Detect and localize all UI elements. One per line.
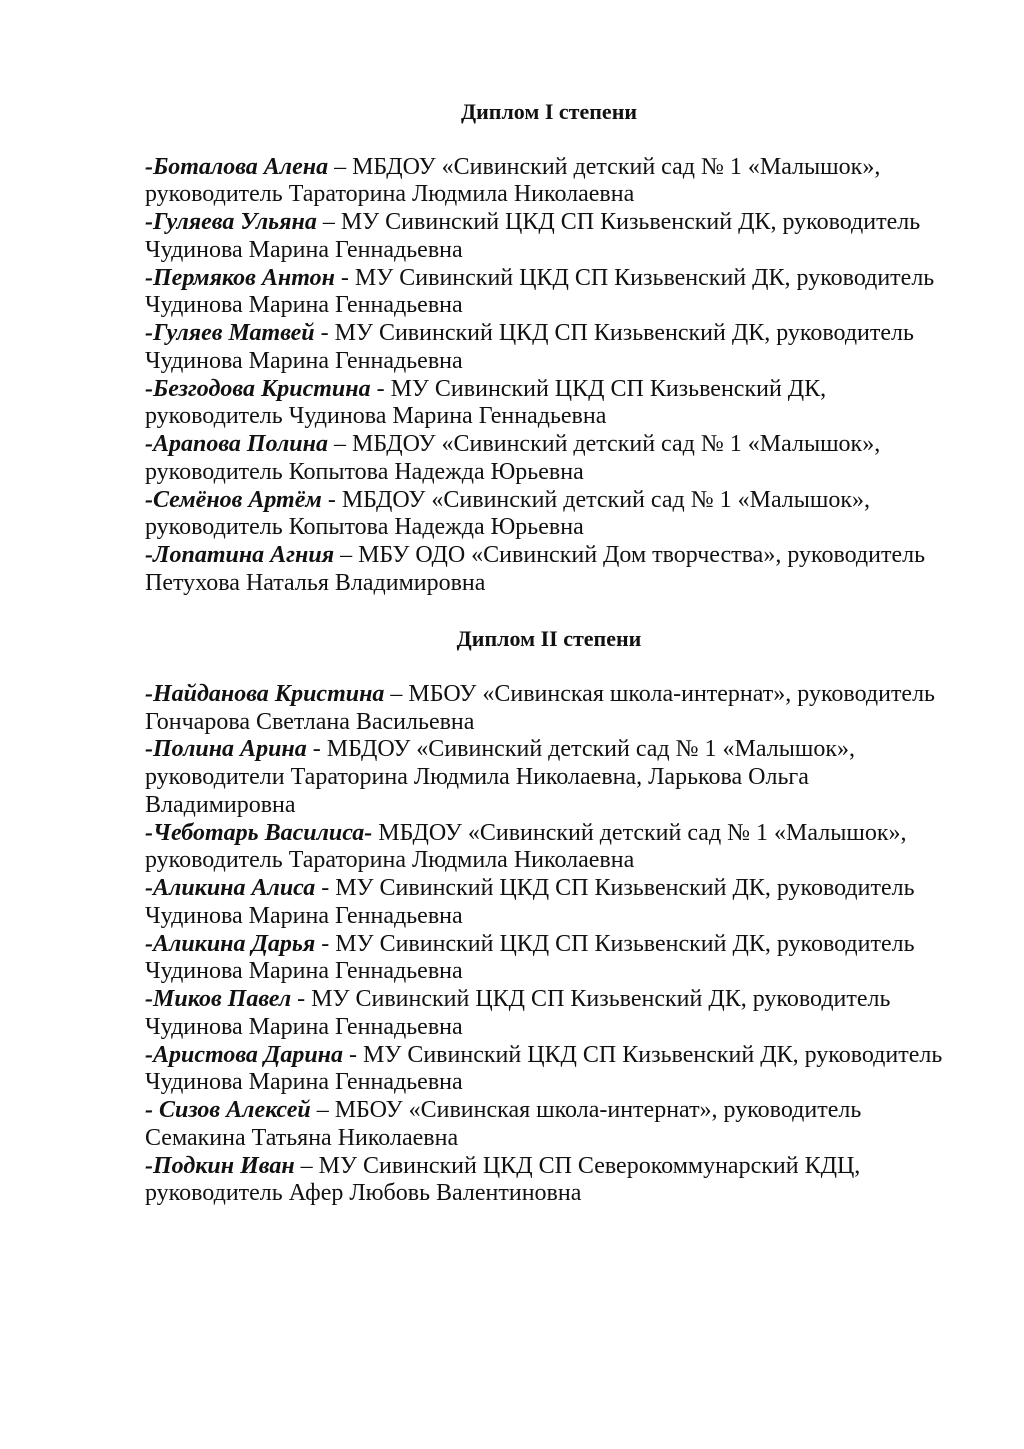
- entry-organization: МБОУ «Сивинская школа-интернат», руководитель: [334, 1097, 862, 1123]
- entry-separator: -: [315, 875, 336, 901]
- entry-line: [145, 320, 965, 348]
- participant-name: Семёнов Артём: [153, 486, 322, 513]
- entry-separator: -: [315, 930, 336, 957]
- participant-name: Сизов Алексей: [159, 1097, 311, 1123]
- participant-name: Чеботарь Василиса-: [153, 819, 373, 846]
- participant-name: Аликина Алиса: [153, 875, 316, 901]
- entry-prefix: -: [145, 542, 153, 568]
- entry-line: [145, 431, 965, 459]
- entry-prefix: -: [145, 209, 153, 235]
- entry-line-continued: Семакина Татьяна Николаевна: [145, 1124, 459, 1151]
- entry-prefix: -: [145, 986, 153, 1012]
- entry-organization: МУ Сивинский ЦКД СП Кизьвенский ДК, руководитель: [334, 320, 914, 346]
- blank-line: [145, 126, 965, 154]
- entry-prefix: -: [145, 486, 153, 513]
- award-entry: [145, 209, 965, 265]
- participant-name: Миков Павел: [153, 986, 292, 1012]
- entry-organization: МБОУ «Сивинская школа-интернат», руководитель: [408, 680, 936, 707]
- entry-organization: МУ Сивинский ЦКД СП Кизьвенский ДК, руководитель: [335, 930, 915, 957]
- entry-prefix: -: [145, 680, 153, 707]
- entry-organization: МБДОУ «Сивинский детский сад № 1 «Малышок»,: [351, 431, 881, 457]
- entry-separator: –: [327, 431, 352, 457]
- entry-line-continued: Чудинова Марина Геннадьевна: [145, 236, 463, 263]
- entry-separator: -: [342, 1041, 363, 1068]
- award-entry: [145, 431, 965, 487]
- award-entry: [145, 931, 965, 987]
- participant-name: Гуляева Ульяна: [153, 209, 317, 235]
- entry-line-continued: Гончарова Светлана Васильевна: [145, 708, 475, 735]
- entry-line: [145, 376, 965, 404]
- entry-separator: -: [321, 486, 342, 513]
- document-page: [145, 98, 965, 1208]
- blank-line: [145, 598, 965, 626]
- entry-line-continued: Петухова Наталья Владимировна: [145, 569, 486, 596]
- entry-line: [145, 1042, 965, 1070]
- award-entry: [145, 154, 965, 210]
- entry-separator: –: [384, 680, 409, 707]
- entry-separator: –: [316, 209, 341, 235]
- participant-name: Безгодова Кристина: [153, 375, 371, 402]
- entry-organization: МБДОУ «Сивинский детский сад № 1 «Малышок»,: [378, 819, 907, 846]
- entry-organization: МБДОУ «Сивинский детский сад № 1 «Малышок»,: [341, 486, 871, 513]
- entry-organization: МБДОУ «Сивинский детский сад № 1 «Малышок»,: [326, 736, 855, 763]
- entry-organization: МУ Сивинский ЦКД СП Северокоммунарский КДЦ,: [318, 1152, 861, 1179]
- entry-separator: –: [294, 1152, 319, 1179]
- entry-organization: МУ Сивинский ЦКД СП Кизьвенский ДК, руководитель: [340, 209, 921, 235]
- blank-line: [145, 653, 965, 681]
- entry-line-continued: руководитель Чудинова Марина Геннадьевна: [145, 403, 607, 430]
- entry-line: [145, 681, 965, 709]
- award-entry: [145, 320, 965, 376]
- entry-line: [145, 986, 965, 1014]
- entry-line-continued: Чудинова Марина Геннадьевна: [145, 1069, 463, 1096]
- entry-line: [145, 736, 965, 764]
- participant-name: Найданова Кристина: [153, 680, 385, 707]
- entry-separator: –: [328, 153, 353, 180]
- section-heading: Диплом II степени: [456, 626, 642, 652]
- entry-line-continued: Чудинова Марина Геннадьевна: [145, 347, 463, 374]
- entry-separator: –: [334, 542, 359, 568]
- entry-organization: МУ Сивинский ЦКД СП Кизьвенский ДК, руководитель: [311, 986, 891, 1012]
- entry-organization: МБДОУ «Сивинский детский сад № 1 «Малышок»,: [352, 153, 881, 180]
- award-entry: [145, 542, 965, 598]
- participant-name: Аликина Дарья: [153, 930, 316, 957]
- entry-separator: -: [291, 986, 312, 1012]
- entry-prefix: -: [145, 1097, 159, 1123]
- participant-name: Аристова Дарина: [153, 1041, 343, 1068]
- entry-separator: -: [370, 375, 391, 402]
- entry-line: [145, 487, 965, 515]
- entry-separator: –: [310, 1097, 335, 1123]
- entry-prefix: -: [145, 431, 153, 457]
- section-heading: Диплом I степени: [460, 99, 638, 124]
- award-entry: [145, 875, 965, 931]
- entry-line: [145, 1097, 965, 1125]
- participant-name: Подкин Иван: [153, 1152, 295, 1179]
- entry-line-continued: Чудинова Марина Геннадьевна: [145, 292, 463, 319]
- entry-prefix: -: [145, 264, 153, 291]
- entry-prefix: -: [145, 375, 153, 402]
- entry-line-continued: руководитель Тараторина Людмила Николаевна: [145, 847, 635, 874]
- entry-line: [145, 209, 965, 237]
- entry-line: [145, 931, 965, 959]
- entry-prefix: -: [145, 320, 153, 346]
- entry-prefix: -: [145, 1041, 153, 1068]
- entry-line-continued: Чудинова Марина Геннадьевна: [145, 1013, 463, 1040]
- entry-prefix: -: [145, 736, 153, 763]
- entry-separator: -: [334, 264, 355, 291]
- award-entry: [145, 986, 965, 1042]
- entry-organization: МУ Сивинский ЦКД СП Кизьвенский ДК, руководитель: [362, 1041, 943, 1068]
- entry-organization: МБУ ОДО «Сивинский Дом творчества», руководитель: [358, 542, 926, 568]
- entry-line-continued: руководители Тараторина Людмила Николаевна, Ларькова Ольга: [145, 764, 809, 790]
- entry-line-continued: руководитель Афер Любовь Валентиновна: [145, 1180, 582, 1207]
- participant-name: Боталова Алена: [153, 153, 329, 180]
- participant-name: Пермяков Антон: [153, 264, 335, 291]
- award-entry: [145, 376, 965, 432]
- award-entry: [145, 1097, 965, 1153]
- entry-line: [145, 542, 965, 570]
- entry-line-continued: руководитель Копытова Надежда Юрьевна: [145, 458, 584, 485]
- award-entry: [145, 681, 965, 737]
- award-entry: [145, 736, 965, 819]
- entry-line-continued: Владимировна: [145, 791, 296, 818]
- entry-prefix: -: [145, 1152, 153, 1179]
- entry-prefix: -: [145, 930, 153, 957]
- entry-prefix: -: [145, 153, 153, 180]
- entry-line: [145, 265, 965, 293]
- entry-line: [145, 820, 965, 848]
- entry-prefix: -: [145, 875, 153, 901]
- award-entry: [145, 1042, 965, 1098]
- entry-prefix: -: [145, 819, 153, 846]
- award-entry: [145, 1153, 965, 1209]
- entry-line: [145, 154, 965, 182]
- entry-line: [145, 1153, 965, 1181]
- entry-line-continued: Чудинова Марина Геннадьевна: [145, 958, 463, 985]
- entry-line: [145, 875, 965, 903]
- participant-name: Гуляев Матвей: [153, 320, 315, 346]
- award-entry: [145, 820, 965, 876]
- participant-name: Полина Арина: [153, 736, 307, 763]
- participant-name: Арапова Полина: [153, 431, 328, 457]
- entry-separator: -: [314, 320, 335, 346]
- entry-organization: МУ Сивинский ЦКД СП Кизьвенский ДК,: [390, 375, 827, 402]
- entry-line-continued: руководитель Копытова Надежда Юрьевна: [145, 514, 584, 541]
- award-entry: [145, 265, 965, 321]
- award-entry: [145, 487, 965, 543]
- participant-name: Лопатина Агния: [153, 542, 335, 568]
- entry-line-continued: Чудинова Марина Геннадьевна: [145, 902, 463, 929]
- entry-organization: МУ Сивинский ЦКД СП Кизьвенский ДК, руководитель: [354, 264, 935, 291]
- entry-organization: МУ Сивинский ЦКД СП Кизьвенский ДК, руководитель: [335, 875, 915, 901]
- entry-separator: -: [306, 736, 327, 763]
- entry-line-continued: руководитель Тараторина Людмила Николаевна: [145, 181, 635, 208]
